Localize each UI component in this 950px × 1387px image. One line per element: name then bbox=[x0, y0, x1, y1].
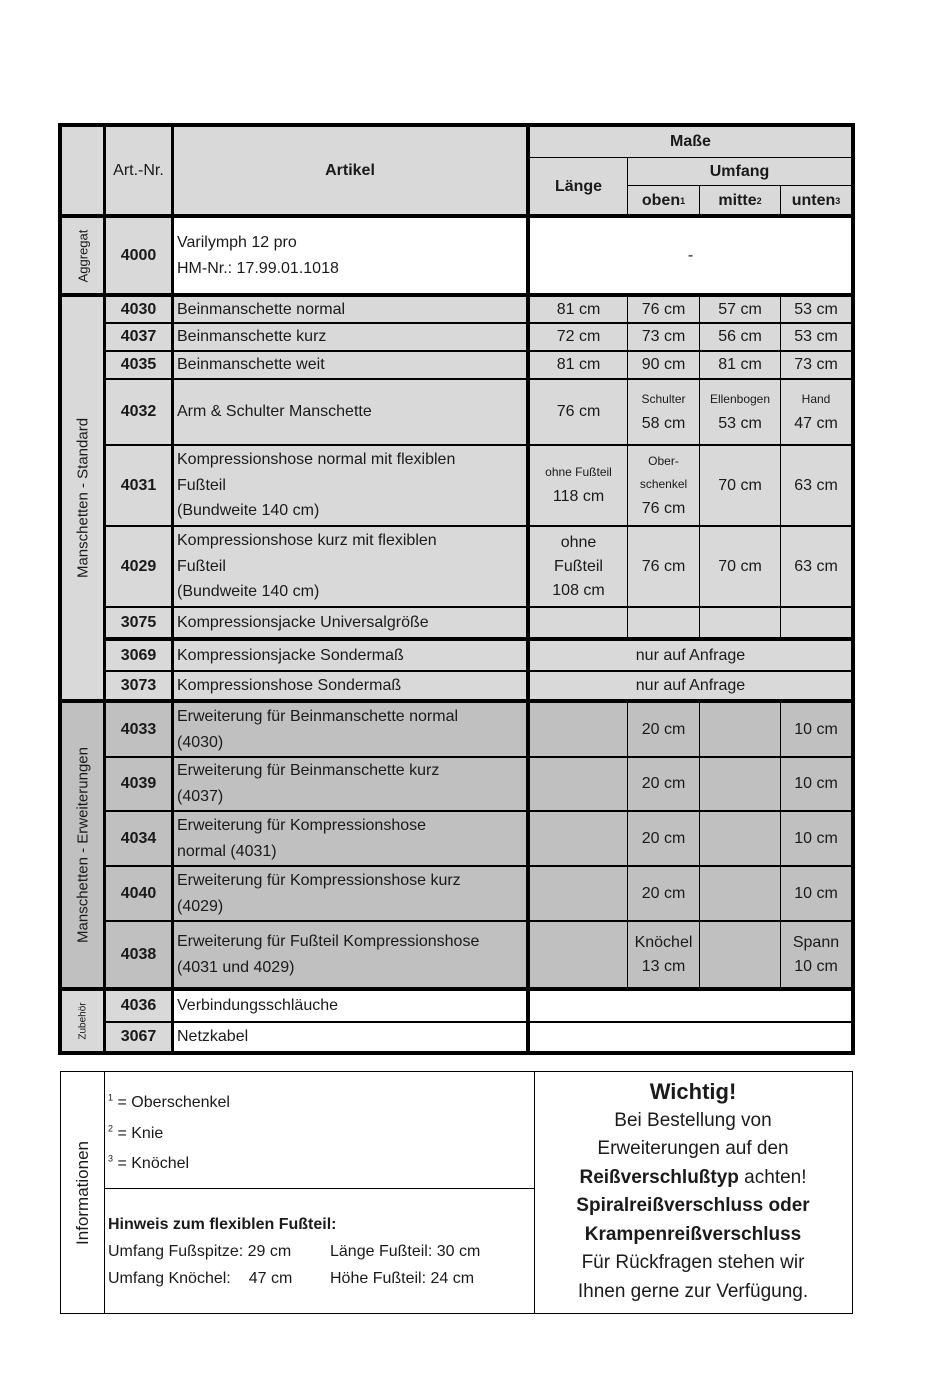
info-label: Informationen bbox=[72, 1140, 92, 1245]
table-row-artikel: Erweiterung für Fußteil Kompressionshose (4031 und 4029) bbox=[177, 932, 480, 976]
table-row-nr: 4036 bbox=[120, 997, 157, 1015]
table-row-artikel: Kompressionsjacke Universalgröße bbox=[177, 613, 429, 631]
table-row-nr: 4033 bbox=[120, 720, 157, 738]
table-row-nr: 4038 bbox=[120, 945, 157, 963]
table-cell-unten: 73 cm bbox=[794, 356, 838, 374]
table-cell-mitte: 70 cm bbox=[718, 557, 762, 575]
table-cell-oben: 20 cm bbox=[641, 720, 686, 738]
table-row-artikel: Beinmanschette weit bbox=[177, 356, 325, 374]
table-cell-oben: Schulter 58 cm bbox=[641, 391, 686, 432]
wichtig-line: Spiralreißverschluss oder bbox=[576, 1195, 810, 1216]
table-cell-laenge: 81 cm bbox=[556, 300, 601, 318]
table-cell-unten: 10 cm bbox=[794, 720, 838, 738]
table-row-artikel: Varilymph 12 pro HM-Nr.: 17.99.01.1018 bbox=[177, 233, 339, 277]
header-masse: Maße bbox=[670, 133, 711, 151]
table-cell-laenge: 72 cm bbox=[556, 328, 601, 346]
table-row-artikel: Erweiterung für Beinmanschette kurz (4037) bbox=[177, 762, 440, 805]
table-row-artikel: Erweiterung für Kompressionshose normal (4031) bbox=[177, 816, 427, 860]
table-row-nr: 4029 bbox=[120, 557, 157, 575]
table-cell-oben: 76 cm bbox=[641, 557, 686, 575]
table-row-artikel: Beinmanschette normal bbox=[177, 300, 346, 318]
table-cell-oben: Knöchel 13 cm bbox=[634, 933, 693, 975]
table-row-nr: 4000 bbox=[120, 246, 157, 264]
table-cell-mitte: 70 cm bbox=[718, 476, 762, 494]
table-cell-oben: 90 cm bbox=[641, 356, 686, 374]
table-cell-oben: 20 cm bbox=[641, 884, 686, 902]
table-cell-laenge: ohne Fußteil 108 cm bbox=[552, 533, 605, 599]
table-cell-unten: 63 cm bbox=[794, 557, 838, 575]
table-cell-oben: 76 cm bbox=[641, 300, 686, 318]
table-row-artikel: Kompressionshose Sondermaß bbox=[177, 676, 402, 694]
table-cell-laenge: ohne Fußteil 118 cm bbox=[545, 465, 612, 506]
table-cell-unten: 10 cm bbox=[794, 829, 838, 847]
wichtig-line: Ihnen gerne zur Verfügung. bbox=[577, 1280, 809, 1302]
table-cell-unten: 53 cm bbox=[794, 300, 838, 318]
header-unten: unten 3 bbox=[791, 191, 841, 209]
table-row-nr: 3073 bbox=[120, 676, 157, 694]
table-row-nr: 3069 bbox=[120, 646, 157, 664]
table-row-nr: 4037 bbox=[120, 328, 157, 346]
table-row-artikel: Erweiterung für Kompressionshose kurz (4029) bbox=[177, 871, 461, 915]
table-row-artikel: Netzkabel bbox=[177, 1028, 249, 1046]
hinweis-umfang-knoechel: Umfang Knöchel: 47 cm bbox=[108, 1270, 293, 1287]
table-row-nr: 3067 bbox=[120, 1028, 157, 1046]
table-cell-unten: 10 cm bbox=[794, 884, 838, 902]
table-cell-mitte: 81 cm bbox=[718, 356, 762, 374]
header-umfang: Umfang bbox=[709, 162, 770, 180]
table-row-artikel: Erweiterung für Beinmanschette normal (4030) bbox=[177, 707, 459, 751]
wichtig-notice bbox=[536, 1078, 850, 1308]
hinweis-laenge-fussteil: Länge Fußteil: 30 cm bbox=[330, 1243, 481, 1260]
table-row-nr: 4032 bbox=[120, 403, 157, 421]
table-cell-mitte: Ellenbogen 53 cm bbox=[709, 391, 771, 432]
table-cell-mitte: 57 cm bbox=[718, 300, 762, 318]
table-row-nr: 4030 bbox=[120, 300, 157, 318]
table-cell-oben: Ober- schenkel 76 cm bbox=[639, 453, 688, 517]
table-cell-unten: Hand 47 cm bbox=[794, 391, 838, 432]
table-cell-oben: 20 cm bbox=[641, 829, 686, 847]
hinweis-title: Hinweis zum flexiblen Fußteil: bbox=[108, 1216, 337, 1233]
table-row-nr: 4035 bbox=[120, 356, 157, 374]
header-art-nr: Art.-Nr. bbox=[113, 162, 164, 180]
group-zubehoer: Zubehör bbox=[77, 1002, 88, 1040]
footnote-3: $^3$ = Knöchel bbox=[108, 1153, 190, 1172]
header-laenge: Länge bbox=[554, 177, 603, 195]
wichtig-line: Bei Bestellung von bbox=[614, 1109, 772, 1131]
table-row-merged: - bbox=[687, 246, 694, 264]
table-cell-oben: 20 cm bbox=[641, 775, 686, 793]
header-artikel: Artikel bbox=[325, 162, 375, 180]
group-standard: Manschetten - Standard bbox=[74, 417, 91, 579]
table-row-artikel: Kompressionshose kurz mit flexiblen Fußteil (Bundweite 140 cm) bbox=[177, 532, 437, 601]
header-mitte: mitte 2 bbox=[718, 191, 762, 209]
table-row-artikel: Kompressionshose normal mit flexiblen Fußteil (Bundweite 140 cm) bbox=[177, 451, 456, 520]
wichtig-line: Reißverschlußtyp achten! bbox=[579, 1166, 807, 1188]
table-cell-unten: 53 cm bbox=[794, 328, 838, 346]
footnote-2: $^2$ = Knie bbox=[108, 1123, 164, 1142]
table-cell-unten: 10 cm bbox=[794, 775, 838, 793]
footnote-1: $^1$ = Oberschenkel bbox=[108, 1092, 230, 1111]
wichtig-line: Krampenreißverschluss bbox=[584, 1223, 802, 1245]
table-cell-oben: 73 cm bbox=[641, 328, 686, 346]
table-cell-laenge: 81 cm bbox=[556, 356, 601, 374]
table-row-nr: 4039 bbox=[120, 775, 157, 793]
group-aggregat: Aggregat bbox=[75, 229, 90, 282]
table-row-artikel: Arm & Schulter Manschette bbox=[177, 403, 372, 421]
table-cell-mitte: 56 cm bbox=[718, 328, 762, 346]
table-row-merged: nur auf Anfrage bbox=[635, 676, 746, 694]
table-cell-unten: Spann 10 cm bbox=[792, 933, 840, 975]
table-row-nr: 4040 bbox=[120, 884, 157, 902]
wichtig-title: Wichtig! bbox=[649, 1079, 737, 1104]
table-row-nr: 4034 bbox=[120, 829, 157, 847]
table-row-artikel: Beinmanschette kurz bbox=[177, 328, 327, 346]
table-row-nr: 3075 bbox=[120, 613, 157, 631]
wichtig-line: Erweiterungen auf den bbox=[597, 1138, 789, 1159]
hinweis-hoehe-fussteil: Höhe Fußteil: 24 cm bbox=[330, 1270, 475, 1287]
wichtig-line: Für Rückfragen stehen wir bbox=[581, 1252, 805, 1273]
group-erweiterungen: Manschetten - Erweiterungen bbox=[74, 747, 91, 943]
table-row-nr: 4031 bbox=[120, 476, 157, 494]
header-oben: oben 1 bbox=[641, 191, 686, 209]
table-cell-laenge: 76 cm bbox=[556, 403, 601, 421]
table-row-artikel: Kompressionsjacke Sondermaß bbox=[177, 646, 404, 664]
hinweis-umfang-spitze: Umfang Fußspitze: 29 cm bbox=[108, 1243, 292, 1260]
table-row-merged: nur auf Anfrage bbox=[635, 646, 746, 664]
table-cell-unten: 63 cm bbox=[794, 476, 838, 494]
table-row-artikel: Verbindungsschläuche bbox=[177, 997, 339, 1015]
